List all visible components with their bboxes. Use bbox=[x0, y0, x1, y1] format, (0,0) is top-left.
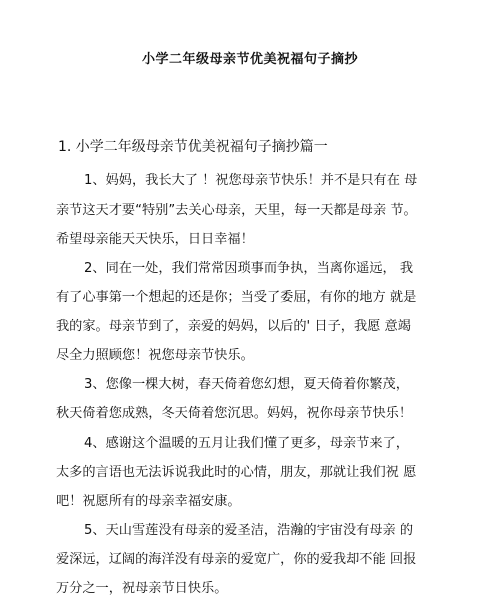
paragraph-line: 我的家。母亲节到了，亲爱的妈妈，以后的' 日子，我愿 意竭 bbox=[56, 319, 411, 334]
paragraph-line: 爱深远，辽阔的海洋没有母亲的爱宽广，你的爱我却不能 回报 bbox=[56, 552, 417, 567]
paragraph-line: 4、感谢这个温暖的五月让我们懂了更多，母亲节来了， bbox=[84, 436, 409, 451]
paragraph-line: 1、妈妈，我长大了 ！祝您母亲节快乐！并不是只有在 母 bbox=[84, 173, 418, 188]
section-heading: 1. 小学二年级母亲节优美祝福句子摘抄篇一 bbox=[58, 139, 328, 155]
paragraph-line: 秋天倚着您成熟，冬天倚着您沉思。妈妈，祝你母亲节快乐！ bbox=[56, 406, 413, 421]
paragraph-line: 万分之一，祝母亲节日快乐。 bbox=[56, 581, 228, 596]
paragraph-line: 亲节这天才要“特别”去关心母亲，天里，每一天都是母亲 节。 bbox=[56, 203, 417, 218]
document-title: 小学二年级母亲节优美祝福句子摘抄 bbox=[141, 52, 358, 67]
paragraph-line: 吧！祝愿所有的母亲幸福安康。 bbox=[56, 494, 241, 509]
paragraph-line: 希望母亲能天天快乐，日日幸福！ bbox=[56, 232, 254, 247]
paragraph-line: 2、同在一处，我们常常因琐事而争执，当离你遥远， 我 bbox=[84, 261, 414, 276]
paragraph-line: 有了心事第一个想起的还是你；当受了委屈，有你的地方 就是 bbox=[56, 290, 417, 305]
paragraph-line: 3、您像一棵大树，春天倚着您幻想，夏天倚着你繁茂， bbox=[84, 377, 409, 392]
paragraph-line: 5、天山雪莲没有母亲的爱圣洁，浩瀚的宇宙没有母亲 的 bbox=[84, 523, 414, 538]
paragraph-line: 太多的言语也无法诉说我此时的心情，朋友，那就让我们祝 愿 bbox=[56, 465, 417, 480]
paragraph-line: 尽全力照顾您！祝您母亲节快乐。 bbox=[56, 348, 254, 363]
